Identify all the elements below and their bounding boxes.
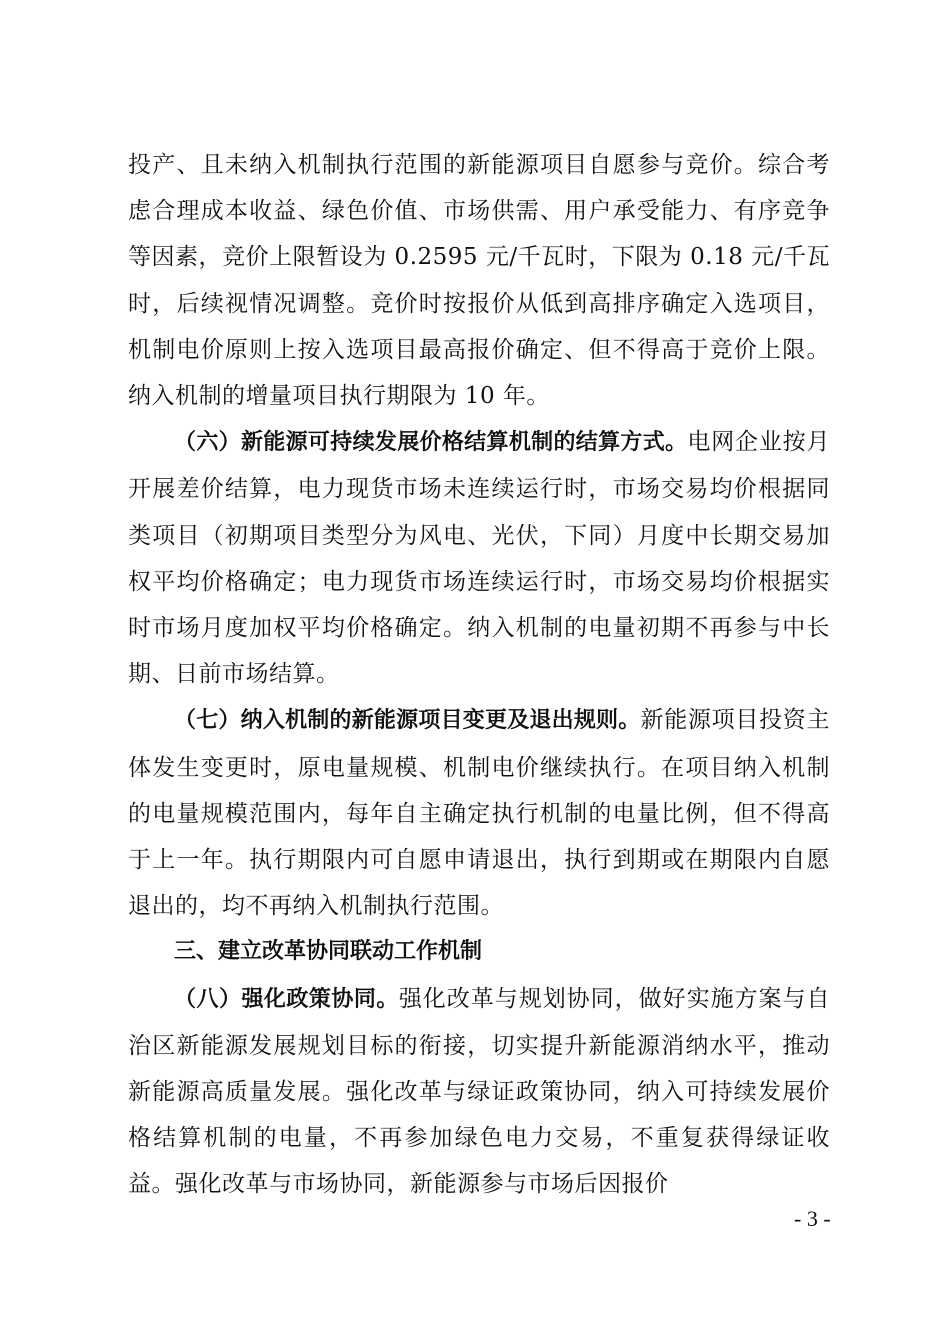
item-6-heading: （六）新能源可持续发展价格结算机制的结算方式。 xyxy=(174,430,688,456)
page-number: - 3 - xyxy=(794,1206,831,1231)
item-6-paragraph xyxy=(128,419,830,697)
item-6-body: 电网企业按月开展差价结算，电力现货市场未连续运行时，市场交易均价根据同类项目（初期项目类型分为风电、光伏，下同）月度中长期交易加权平均价格确定；电力现货市场连续运行时，市场交易均价根据实时市场月度加权平均价格确定。纳入机制的电量初期不再参与中长期、日前市场结算。 xyxy=(128,429,830,688)
item-8-body: 强化改革与规划协同，做好实施方案与自治区新能源发展规划目标的衔接，切实提升新能源消纳水平，推动新能源高质量发展。强化改革与绿证政策协同，纳入可持续发展价格结算机制的电量，不再参加绿色电力交易，不重复获得绿证收益。强化改革与市场协同，新能源参与市场后因报价 xyxy=(128,985,830,1198)
item-8-heading: （八）强化政策协同。 xyxy=(174,986,399,1012)
document-body xyxy=(128,142,830,1208)
item-8-paragraph xyxy=(128,976,830,1208)
section-3-title: 三、建立改革协同联动工作机制 xyxy=(174,939,483,965)
item-7-paragraph xyxy=(128,697,830,929)
continuation-paragraph: 投产、且未纳入机制执行范围的新能源项目自愿参与竞价。综合考虑合理成本收益、绿色价值、市场供需、用户承受能力、有序竞争等因素，竞价上限暂设为 0.2595 元/千瓦时，下限为 0.18 元/千瓦时，后续视情况调整。竞价时按报价从低到高排序确定入选项目，机制电价原则上按入选项目最高报价确定、但不得高于竞价上限。纳入机制的增量项目执行期限为 10 年。 xyxy=(128,152,830,410)
item-7-body: 新能源项目投资主体发生变更时，原电量规模、机制电价继续执行。在项目纳入机制的电量规模范围内，每年自主确定执行机制的电量比例，但不得高于上一年。执行期限内可自愿申请退出，执行到期或在期限内自愿退出的，均不再纳入机制执行范围。 xyxy=(128,707,830,920)
item-7-heading: （七）纳入机制的新能源项目变更及退出规则。 xyxy=(174,708,641,734)
